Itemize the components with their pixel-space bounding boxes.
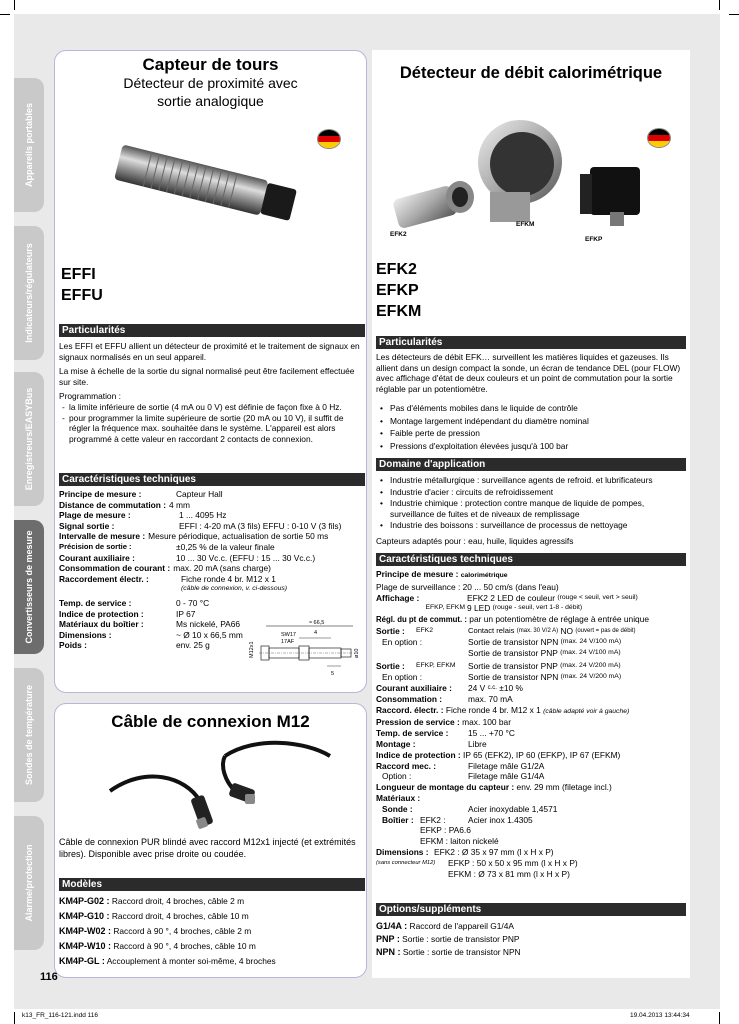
particularites-text	[59, 341, 361, 444]
model-row	[59, 939, 363, 954]
spec-label: Raccord. électr. :	[376, 704, 444, 715]
spec-value: Contact relais	[468, 625, 515, 635]
list-item: • Pas d'éléments mobiles dans le liquide de contrôle	[376, 402, 686, 415]
spec-row	[376, 858, 688, 869]
tab-label: Convertisseurs de mesure	[24, 530, 34, 644]
spec-label: Temp. de service :	[59, 597, 132, 608]
specs-list	[376, 569, 688, 879]
tab-label: Indicateurs/régulateurs	[24, 243, 34, 343]
section-header-options: Options/suppléments	[376, 903, 686, 916]
spec-value: 15 ... +70 °C	[468, 728, 515, 739]
spec-row	[376, 793, 688, 804]
crop-mark	[14, 1012, 15, 1024]
spec-row	[376, 637, 688, 648]
spec-value-note: (max. 24 V/200 mA)	[560, 673, 622, 681]
spec-label: Régl. du pt de commut. :	[376, 615, 467, 625]
spec-model: EFK2	[416, 626, 433, 634]
spec-label: Sortie :	[376, 661, 405, 672]
spec-label: En option :	[382, 636, 423, 647]
spec-label: Principe de mesure :	[59, 489, 142, 499]
sensor-image	[105, 133, 325, 243]
spec-label: EFKP, EFKM	[425, 604, 465, 612]
page-number: 116	[40, 971, 58, 983]
spec-label: Indice de protection :	[376, 749, 461, 760]
list-item-text: la limite inférieure de sortie (4 mA ou 0 V) est définie de façon fixe à 0 Hz.	[69, 401, 342, 412]
spec-value: (câble de connexion, v. ci-dessous)	[181, 585, 288, 593]
dim-taf: 17AF	[281, 639, 295, 645]
spec-value: ±0,25 % de la valeur finale	[176, 541, 275, 552]
spec-value: Acier inox 1.4305	[468, 814, 533, 825]
list-item: • Faible perte de pression	[376, 427, 686, 440]
spec-row	[376, 869, 688, 880]
model-name: EFKP	[376, 282, 419, 299]
particularites-text: Les détecteurs de débit EFK… surveillent les matières liquides et gazeuses. Ils allient dans un design compact la sonde, un écran de tendance DEL (pour FLOW) avec affichage d'état de deux couleurs et un point de commutation pour la sortie réglable par un potentiomètre.	[376, 352, 681, 394]
tab-label: Enregistreurs/EASYBus	[24, 387, 34, 491]
spec-label: Dimensions :	[59, 629, 112, 640]
model-code: KM4P-GL :	[59, 956, 105, 966]
dim-length: ≈ 66,5	[309, 620, 325, 626]
footer-file: k13_FR_116-121.indd 116	[22, 1012, 99, 1019]
spec-row	[59, 542, 363, 553]
model-code: KM4P-G02 :	[59, 896, 110, 906]
spec-label: En option :	[382, 672, 423, 683]
spec-row	[376, 836, 688, 847]
spec-label: Principe de mesure :	[376, 569, 459, 579]
spec-value: Libre	[468, 738, 487, 749]
section-header-domaine: Domaine d'application	[376, 458, 686, 471]
tab-sondes-de-temperature[interactable]	[14, 668, 44, 802]
label-efkp: EFKP	[585, 236, 603, 242]
tab-enregistreurs-easybus[interactable]	[14, 372, 44, 506]
model-desc: Raccord à 90 °, 4 broches, câble 2 m	[113, 926, 252, 936]
label-efkm: EFKM	[516, 221, 535, 228]
spec-label: Boîtier :	[382, 814, 414, 825]
dim-m12: M12x1	[249, 641, 255, 658]
section-header-modeles: Modèles	[59, 878, 365, 891]
panel-detecteur-debit	[372, 50, 690, 978]
option-row	[376, 946, 521, 959]
tab-label: Sondes de température	[24, 684, 34, 786]
spec-model: EFK2 :	[420, 814, 446, 825]
spec-label: Plage de mesure :	[59, 510, 131, 521]
spec-model: EFKP, EFKM	[416, 662, 456, 670]
model-desc: Raccord droit, 4 broches, câble 10 m	[111, 911, 249, 921]
spec-value-note: (rouge - seuil, vert 1-8 - débit)	[492, 604, 583, 612]
spec-value: env. 25 g	[176, 640, 210, 651]
tab-indicateurs-regulateurs[interactable]	[14, 226, 44, 360]
spec-value-note: (sans connecteur M12)	[376, 859, 436, 866]
spec-value: env. 29 mm (filetage incl.)	[516, 782, 612, 793]
spec-row	[59, 521, 363, 532]
spec-value: ±10 %	[499, 682, 523, 693]
model-desc: Accouplement à monter soi-même, 4 broches	[106, 956, 276, 966]
tab-appareils-portables[interactable]	[14, 78, 44, 212]
spec-label: Matériaux :	[376, 792, 421, 803]
spec-label: Temp. de service :	[376, 728, 449, 739]
spec-value: EFKP : 50 x 50 x 95 mm (l x H x P)	[448, 857, 578, 868]
spec-value-note: (max. 24 V/200 mA)	[560, 662, 621, 670]
spec-value: Acier inoxydable 1,4571	[468, 803, 558, 814]
spec-value: calorimétrique	[460, 572, 508, 579]
list-item: • Industrie métallurgique : surveillance agents de refroid. et lubrificateurs	[376, 474, 686, 486]
spec-value-note: (rouge < seuil, vert > seuil)	[557, 593, 638, 601]
spec-label: Sortie :	[376, 625, 405, 636]
list-item: • Montage largement indépendant du diamètre nominal	[376, 415, 686, 428]
section-header-specs: Caractéristiques techniques	[59, 473, 365, 486]
spec-value: 10 ... 30 Vc.c. (EFFU : 15 ... 30 Vc.c.)	[176, 552, 316, 563]
model-code: KM4P-W02 :	[59, 926, 112, 936]
spec-label: Option :	[382, 771, 412, 782]
paragraph: La mise à échelle de la sortie du signal normalisé peut être facilement effectuée sur site.	[59, 366, 355, 387]
spec-label: Affichage :	[376, 592, 420, 603]
spec-value: 0 - 70 °C	[176, 597, 210, 608]
spec-row	[59, 553, 363, 564]
spec-row	[376, 750, 688, 761]
section-header-particularites: Particularités	[376, 336, 686, 349]
list-item: - la limite inférieure de sortie (4 mA ou 0 V) est définie de façon fixe à 0 Hz.	[62, 401, 342, 412]
list-item-text: pour programmer la limite supérieure de sortie (20 mA ou 10 V), il suffit de régler la fréquence max. souhaitée dans le système. L'appareil est alors programmé à cette valeur en raccordant 2 contacts de connexion.	[69, 412, 344, 444]
spec-value-note: (max. 30 V/2 A)	[516, 627, 559, 634]
spec-row	[59, 531, 363, 542]
option-row	[376, 933, 521, 946]
spec-row	[376, 626, 688, 637]
model-name: EFFU	[61, 287, 103, 304]
spec-row	[376, 815, 688, 826]
spec-row	[59, 574, 363, 585]
spec-row	[376, 603, 688, 614]
paragraph: Programmation :	[59, 391, 121, 402]
spec-value-note: c.c.	[487, 684, 497, 691]
spec-label: Raccordement électr. :	[59, 573, 149, 584]
spec-value: Filetage mâle G1/4A	[468, 771, 545, 782]
spec-value: Filetage mâle G1/2A	[468, 760, 545, 771]
model-name: EFK2	[376, 261, 417, 278]
spec-value: EFK2 2 LED de couleur	[467, 592, 555, 603]
spec-value: EFK2 : Ø 35 x 97 mm (l x H x P)	[434, 846, 554, 857]
spec-label: Matériaux du boîtier :	[59, 619, 144, 630]
model-code: KM4P-G10 :	[59, 911, 110, 921]
spec-value: Fiche ronde 4 br. M12 x 1	[445, 704, 541, 715]
spec-label: Courant auxiliaire :	[59, 552, 135, 563]
option-desc: Sortie : sortie de transistor PNP	[402, 934, 520, 944]
model-row	[59, 894, 363, 909]
list-item: • Industrie chimique : protection contre manque de liquide de pompes, surveillance de fuites et de niveaux de remplissage	[376, 498, 686, 519]
spec-label: Montage :	[376, 738, 416, 749]
spec-label: Distance de commutation :	[59, 499, 167, 510]
panel-capteur-de-tours	[54, 50, 367, 693]
spec-value: Sortie de transistor NPN	[468, 672, 559, 683]
spec-row	[376, 771, 688, 782]
spec-row	[376, 761, 688, 772]
option-desc: Raccord de l'appareil G1/4A	[409, 921, 514, 931]
spec-row	[376, 705, 688, 718]
cable-image	[105, 736, 335, 836]
spec-value: max. 70 mA	[468, 693, 513, 704]
panel-subtitle: Détecteur de proximité avec sortie analogique	[123, 75, 298, 109]
spec-value: Sortie de transistor NPN	[468, 636, 559, 647]
spec-value: Fiche ronde 4 br. M12 x 1	[181, 573, 276, 584]
option-desc: Sortie : sortie de transistor NPN	[402, 947, 521, 957]
spec-label: Pression de service :	[376, 717, 460, 728]
spec-label: Consommation :	[376, 693, 443, 704]
spec-value: 1 ... 4095 Hz	[179, 510, 227, 521]
spec-value: 4 mm	[169, 499, 190, 510]
spec-value: IP 67	[176, 608, 196, 619]
models-list	[59, 894, 363, 969]
dim-five: 5	[331, 671, 335, 677]
spec-row	[59, 563, 363, 574]
spec-row	[59, 500, 363, 511]
crop-mark	[719, 0, 720, 10]
tab-label: Appareils portables	[24, 102, 34, 188]
option-code: G1/4A :	[376, 921, 408, 931]
list-item: - pour programmer la limite supérieure de sortie (20 mA ou 10 V), il suffit de régler la fréquence max. souhaitée dans le système. L'appareil est alors programmé à cette valeur en raccordant 2 contacts de connexion.	[62, 412, 344, 444]
spec-label: Indice de protection :	[59, 608, 144, 619]
model-desc: Raccord droit, 4 broches, câble 2 m	[111, 896, 245, 906]
spec-value: max. 100 bar	[462, 717, 512, 728]
spec-row	[376, 717, 688, 728]
product-image	[380, 112, 650, 242]
section-header-particularites: Particularités	[59, 324, 365, 337]
dim-four: 4	[314, 630, 318, 636]
spec-value: Sortie de transistor PNP	[468, 661, 558, 672]
features-list	[376, 402, 686, 452]
spec-value: par un potentiomètre de réglage à entrée unique	[469, 614, 650, 625]
spec-label: Consommation de courant :	[59, 563, 171, 574]
model-desc: Raccord à 90 °, 4 broches, câble 10 m	[113, 941, 256, 951]
spec-row	[376, 825, 688, 836]
spec-row	[376, 728, 688, 739]
spec-label: Sonde :	[382, 803, 413, 814]
spec-row	[59, 510, 363, 521]
model-name: EFKM	[376, 303, 422, 320]
model-row	[59, 924, 363, 939]
spec-value: EFKP : PA6.6	[420, 825, 471, 836]
spec-value-note: (câble adapté voir à gauche)	[543, 707, 630, 715]
spec-value: max. 20 mA (sans charge)	[173, 563, 271, 574]
option-row	[376, 920, 521, 933]
spec-label: Poids :	[59, 640, 87, 651]
spec-value: NO	[560, 625, 574, 636]
model-code: KM4P-W10 :	[59, 941, 112, 951]
spec-row	[376, 672, 688, 683]
spec-label: Longueur de montage du capteur :	[376, 782, 515, 793]
spec-row	[59, 489, 363, 500]
spec-label: Dimensions :	[376, 846, 429, 857]
spec-value: Mesure périodique, actualisation de sortie 50 ms	[148, 531, 329, 542]
spec-row: Plage de surveillance : 20 ... 50 cm/s (dans l'eau)	[376, 581, 559, 592]
domaine-extra: Capteurs adaptés pour : eau, huile, liquides agressifs	[376, 536, 574, 546]
tab-label: Alarme/protection	[24, 844, 34, 922]
spec-row	[376, 847, 688, 858]
spec-label: Courant auxiliaire :	[376, 682, 452, 693]
label-efk2: EFK2	[390, 231, 407, 238]
dim-sw: SW17	[281, 632, 296, 638]
spec-value-note: (ouvert = pas de débit)	[575, 627, 636, 634]
paragraph: Les EFFI et EFFU allient un détecteur de proximité et le traitement de signaux en signaux normalisés en un seul appareil.	[59, 341, 360, 362]
spec-row	[376, 739, 688, 750]
spec-value: EFKM : laiton nickelé	[420, 836, 499, 847]
model-row	[59, 954, 363, 969]
spec-label: Intervalle de mesure :	[59, 531, 146, 542]
spec-value-note: (max. 24 V/100 mA)	[560, 648, 621, 656]
crop-mark	[729, 14, 739, 15]
domaine-list	[376, 474, 686, 531]
spec-value: Ms nickelé, PA66	[176, 619, 241, 630]
spec-row	[376, 593, 688, 604]
dimension-drawing	[241, 618, 361, 678]
spec-label: Précision de sortie :	[59, 541, 132, 551]
spec-row	[376, 683, 688, 694]
spec-row	[376, 648, 688, 659]
spec-row	[59, 598, 363, 609]
spec-row	[376, 661, 688, 672]
tab-alarme-protection[interactable]	[14, 816, 44, 950]
crop-mark	[14, 0, 15, 10]
spec-row	[376, 804, 688, 815]
spec-label: Signal sortie :	[59, 520, 115, 531]
spec-row	[376, 614, 688, 626]
model-name: EFFI	[61, 266, 96, 283]
model-row	[59, 909, 363, 924]
list-item: • Industrie d'acier : circuits de refroidissement	[376, 486, 686, 498]
panel-title: Capteur de tours	[142, 55, 279, 74]
spec-row	[376, 569, 688, 582]
panel-title: Détecteur de débit calorimétrique	[399, 64, 663, 82]
spec-label	[59, 584, 181, 595]
spec-value: 9 LED	[467, 603, 491, 614]
spec-value: EFKM : Ø 73 x 81 mm (l x H x P)	[448, 868, 570, 879]
spec-value: IP 65 (EFK2), IP 60 (EFKP), IP 67 (EFKM)	[463, 749, 621, 760]
panel-cable-m12	[54, 703, 367, 978]
spec-value: Capteur Hall	[176, 489, 223, 499]
spec-value: ~ Ø 10 x 66,5 mm	[176, 629, 243, 640]
spec-value: 24 V	[468, 682, 486, 693]
spec-row	[376, 782, 688, 793]
options-list	[376, 920, 521, 959]
crop-mark	[0, 14, 10, 15]
list-item: • Industrie des boissons : surveillance de processus de nettoyage	[376, 519, 686, 531]
spec-label: Raccord mec. :	[376, 760, 437, 771]
option-code: NPN :	[376, 947, 401, 957]
spec-value-note: (max. 24 V/100 mA)	[560, 637, 622, 645]
section-header-specs: Caractéristiques techniques	[376, 553, 686, 566]
list-item: • Pressions d'exploitation élevées jusqu'à 100 bar	[376, 440, 686, 453]
footer-date: 19.04.2013 13:44:34	[630, 1012, 690, 1019]
spec-value: EFFI : 4-20 mA (3 fils) EFFU : 0-10 V (3 fils)	[179, 520, 342, 531]
german-flag-icon	[647, 128, 671, 148]
crop-mark	[719, 1012, 720, 1024]
spec-value: Sortie de transistor PNP	[468, 647, 558, 658]
spec-row	[59, 584, 363, 595]
panel-title: Câble de connexion M12	[111, 712, 310, 731]
option-code: PNP :	[376, 934, 400, 944]
tab-convertisseurs-de-mesure[interactable]	[14, 520, 44, 654]
dim-d10: ø10	[354, 648, 360, 658]
spec-row	[376, 694, 688, 705]
cable-description: Câble de connexion PUR blindé avec raccord M12x1 injecté (et extrémités libres). Disponible avec prise droite ou coudée.	[59, 837, 356, 859]
